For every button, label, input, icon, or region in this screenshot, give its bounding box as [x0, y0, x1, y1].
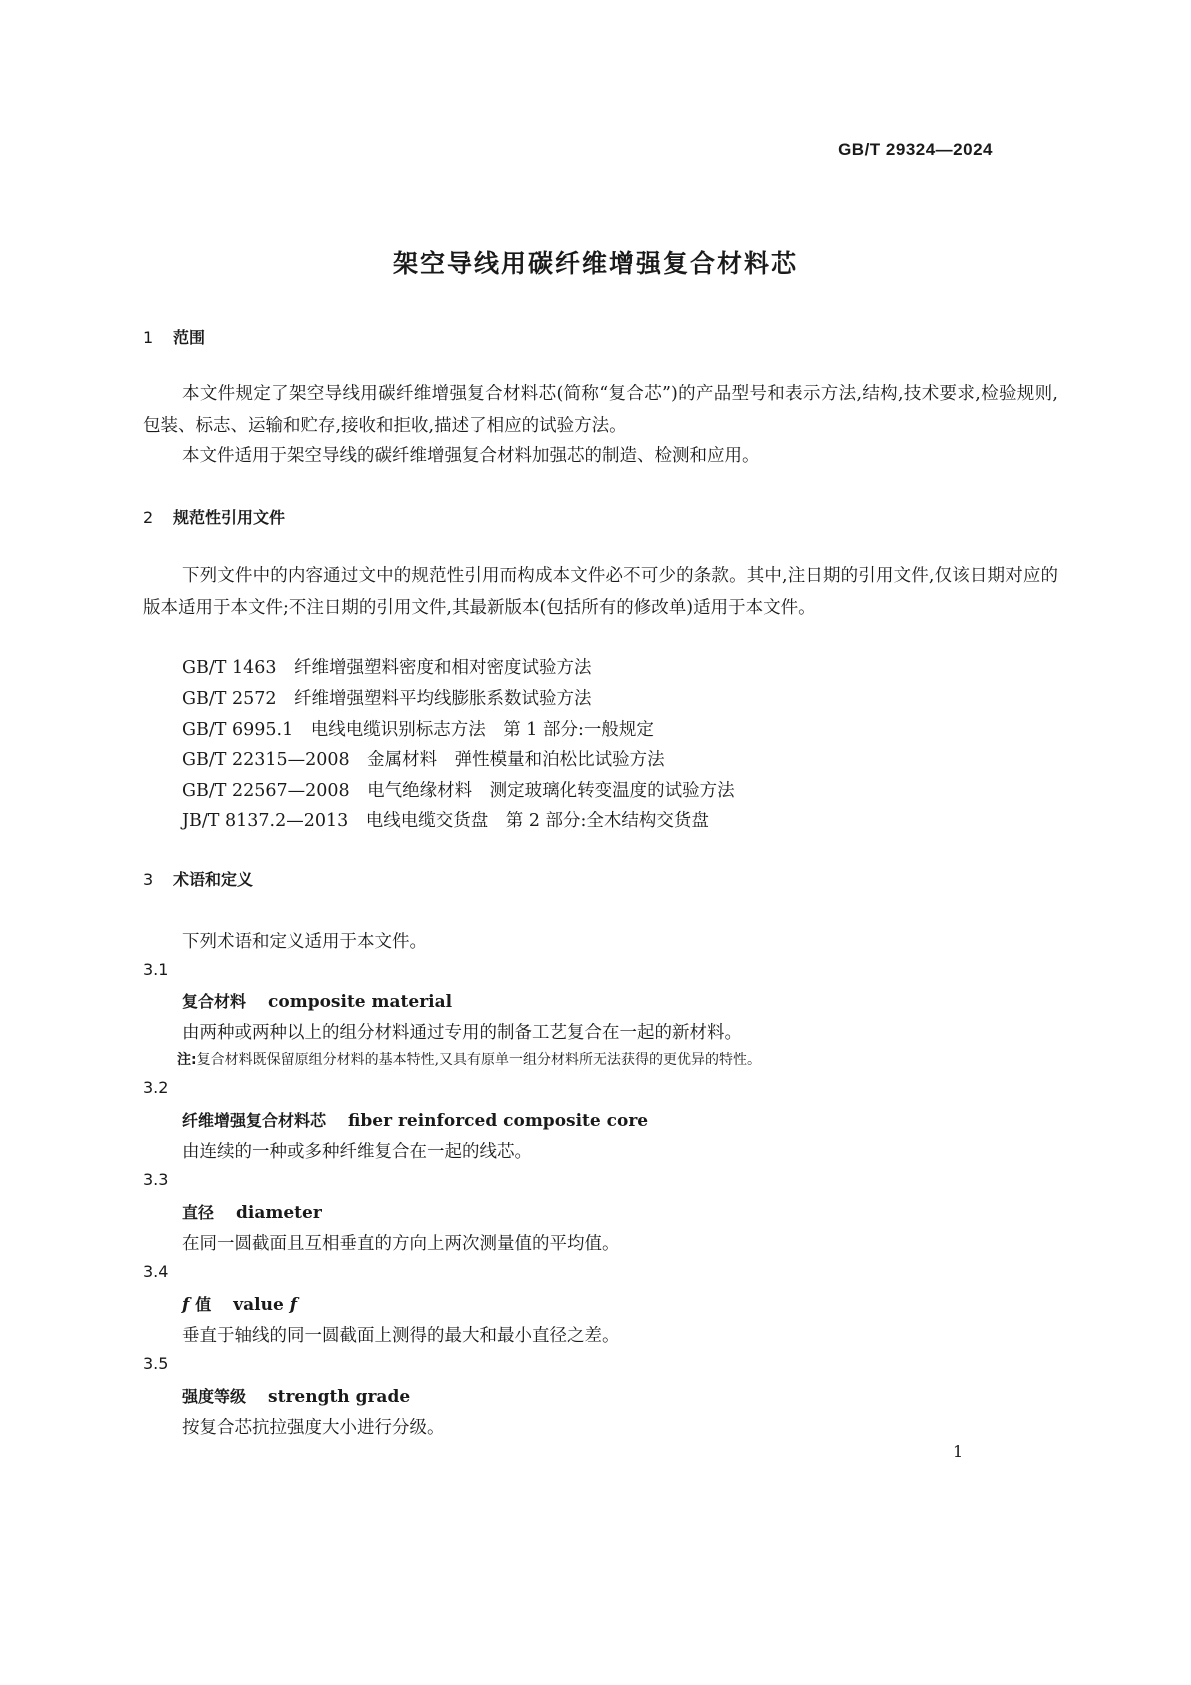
term-definition: 垂直于轴线的同一圆截面上测得的最大和最小直径之差。: [182, 1326, 620, 1346]
term-definition: 由连续的一种或多种纤维复合在一起的线芯。: [182, 1142, 532, 1162]
page-number: 1: [953, 1442, 964, 1461]
reference-item: JB/T 8137.2—2013 电线电缆交货盘 第 2 部分:全木结构交货盘: [182, 811, 709, 831]
term-symbol: f: [289, 1295, 298, 1315]
document-title: 架空导线用碳纤维增强复合材料芯: [392, 249, 798, 278]
term-zh: 强度等级: [182, 1387, 247, 1406]
term-zh: 值: [195, 1295, 212, 1314]
section-1-heading: [143, 325, 205, 348]
reference-item: GB/T 6995.1 电线电缆识别标志方法 第 1 部分:一般规定: [182, 720, 654, 740]
term-title: [182, 1108, 648, 1131]
term-number: 3.4: [143, 1262, 169, 1281]
term-en: composite material: [268, 992, 453, 1012]
term-number: 3.5: [143, 1354, 169, 1373]
terms-intro: 下列术语和定义适用于本文件。: [182, 932, 427, 952]
term-title: [182, 1292, 297, 1315]
term-definition: 按复合芯抗拉强度大小进行分级。: [182, 1418, 445, 1438]
reference-item: GB/T 2572 纤维增强塑料平均线膨胀系数试验方法: [182, 689, 592, 709]
section-number: 3: [143, 870, 154, 889]
section-title: 术语和定义: [173, 870, 254, 889]
section-title: 范围: [173, 328, 206, 347]
term-note: [177, 1049, 761, 1069]
term-number: 3.2: [143, 1078, 169, 1097]
term-zh: 复合材料: [182, 992, 247, 1011]
section-2-heading: [143, 505, 285, 528]
term-en: diameter: [236, 1203, 322, 1223]
normative-intro-paragraph: 下列文件中的内容通过文中的规范性引用而构成本文件必不可少的条款。其中,注日期的引用文件,仅该日期对应的版本适用于本文件;不注日期的引用文件,其最新版本(包括所有的修改单)适用于本文件。: [143, 566, 1058, 618]
term-title: [182, 989, 452, 1012]
term-symbol: f: [182, 1295, 190, 1315]
note-text: 复合材料既保留原组分材料的基本特性,又具有原单一组分材料所无法获得的更优异的特性。: [196, 1052, 762, 1068]
term-definition: 由两种或两种以上的组分材料通过专用的制备工艺复合在一起的新材料。: [182, 1023, 742, 1043]
term-title: [182, 1384, 410, 1407]
term-en: value: [233, 1295, 284, 1315]
term-en: fiber reinforced composite core: [348, 1111, 649, 1131]
section-number: 2: [143, 508, 154, 527]
term-zh: 直径: [182, 1203, 215, 1222]
term-title: [182, 1200, 322, 1223]
term-number: 3.1: [143, 960, 169, 979]
section-3-heading: [143, 867, 253, 890]
reference-item: GB/T 1463 纤维增强塑料密度和相对密度试验方法: [182, 658, 592, 678]
scope-paragraph-1: 本文件规定了架空导线用碳纤维增强复合材料芯(简称“复合芯”)的产品型号和表示方法,结构,技术要求,检验规则,包装、标志、运输和贮存,接收和拒收,描述了相应的试验方法。: [143, 384, 1058, 436]
term-definition: 在同一圆截面且互相垂直的方向上两次测量值的平均值。: [182, 1234, 620, 1254]
standard-number: GB/T 29324—2024: [838, 140, 993, 159]
term-number: 3.3: [143, 1170, 169, 1189]
term-zh: 纤维增强复合材料芯: [182, 1111, 327, 1130]
reference-item: GB/T 22315—2008 金属材料 弹性模量和泊松比试验方法: [182, 750, 665, 770]
section-number: 1: [143, 328, 154, 347]
scope-paragraph-2: 本文件适用于架空导线的碳纤维增强复合材料加强芯的制造、检测和应用。: [182, 446, 760, 466]
section-title: 规范性引用文件: [173, 508, 286, 527]
note-label: 注:: [177, 1052, 197, 1068]
reference-item: GB/T 22567—2008 电气绝缘材料 测定玻璃化转变温度的试验方法: [182, 781, 735, 801]
term-en: strength grade: [268, 1387, 411, 1407]
